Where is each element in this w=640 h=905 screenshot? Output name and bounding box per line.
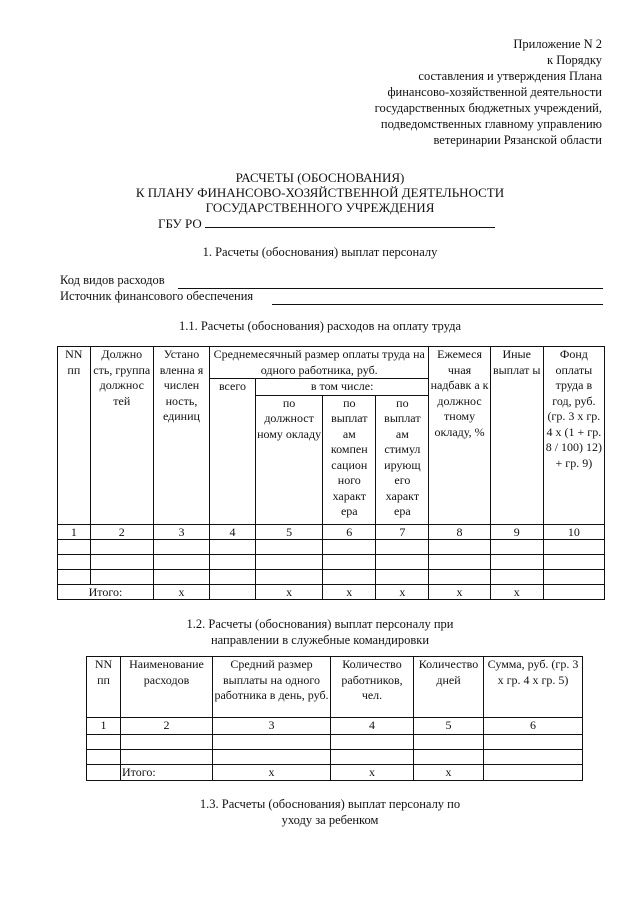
column-number: 9 (490, 524, 543, 539)
header-position: Должно сть, группа должнос тей (90, 347, 153, 525)
header-avg-pay: Среднемесячный размер оплаты труда на одного работника, руб. (210, 347, 429, 379)
table-cell[interactable] (58, 569, 91, 584)
section-1-2-heading (0, 616, 640, 648)
table-cell[interactable] (323, 569, 376, 584)
header-incentive: по выплат ам стимул ирующ его характ ера (376, 395, 429, 524)
table-row (58, 554, 605, 569)
table-cell[interactable] (210, 569, 256, 584)
funding-source-label: Источник финансового обеспечения (60, 289, 254, 303)
table-row (87, 749, 583, 764)
table-cell[interactable] (255, 554, 322, 569)
header-avg-daily-pay: Средний размер выплаты на одного работника в день, руб. (213, 657, 331, 718)
total-mark: x (376, 584, 429, 599)
total-mark: x (414, 764, 484, 781)
total-cell[interactable] (543, 584, 604, 599)
expense-code-label: Код видов расходов (60, 273, 165, 287)
column-number: 4 (331, 718, 414, 735)
total-cell[interactable] (87, 764, 121, 781)
table-cell[interactable] (376, 554, 429, 569)
appendix-line: государственных бюджетных учреждений, (374, 101, 602, 115)
gbu-label: ГБУ РО (158, 216, 202, 231)
table-cell[interactable] (376, 539, 429, 554)
table-cell[interactable] (331, 749, 414, 764)
header-sum: Сумма, руб. (гр. 3 x гр. 4 x гр. 5) (484, 657, 583, 718)
table-cell[interactable] (484, 734, 583, 749)
gbu-blank-line[interactable] (205, 215, 495, 228)
table-cell[interactable] (58, 554, 91, 569)
total-mark: x (490, 584, 543, 599)
table-cell[interactable] (323, 539, 376, 554)
total-mark: x (331, 764, 414, 781)
header-including: в том числе: (255, 379, 429, 396)
total-mark: x (153, 584, 209, 599)
appendix-line: подведомственных главному управлению (380, 117, 602, 131)
total-row (87, 764, 583, 781)
table-cell[interactable] (153, 569, 209, 584)
column-number: 6 (484, 718, 583, 735)
header-nn: NN пп (58, 347, 91, 525)
section-1-3-heading-line-2: уходу за ребенком (281, 813, 379, 827)
table-cell[interactable] (490, 554, 543, 569)
header-days-count: Количество дней (414, 657, 484, 718)
section-1-2-heading-line-1: 1.2. Расчеты (обоснования) выплат персоналу при (186, 617, 454, 631)
table-cell[interactable] (429, 569, 490, 584)
table-cell[interactable] (58, 539, 91, 554)
appendix-line: финансово-хозяйственной деятельности (387, 85, 602, 99)
table-cell[interactable] (90, 554, 153, 569)
header-nn: NN пп (87, 657, 121, 718)
column-number: 3 (213, 718, 331, 735)
table-cell[interactable] (255, 539, 322, 554)
column-number: 1 (58, 524, 91, 539)
column-number: 10 (543, 524, 604, 539)
table-cell[interactable] (376, 569, 429, 584)
table-cell[interactable] (90, 569, 153, 584)
table-cell[interactable] (121, 749, 213, 764)
column-number: 5 (414, 718, 484, 735)
section-1-3-heading (0, 796, 640, 828)
title-line-3: ГОСУДАРСТВЕННОГО УЧРЕЖДЕНИЯ (205, 200, 435, 215)
total-row (58, 584, 605, 599)
table-cell[interactable] (210, 539, 256, 554)
gbu-row (0, 215, 640, 231)
table-cell[interactable] (121, 734, 213, 749)
table-cell[interactable] (210, 554, 256, 569)
column-number: 1 (87, 718, 121, 735)
section-1-3-heading-line-1: 1.3. Расчеты (обоснования) выплат персоналу по (199, 797, 461, 811)
header-other-payments: Иные выплат ы (490, 347, 543, 525)
column-number: 2 (121, 718, 213, 735)
table-cell[interactable] (429, 539, 490, 554)
table-cell[interactable] (153, 554, 209, 569)
column-number: 6 (323, 524, 376, 539)
total-label: Итого: (121, 764, 213, 781)
section-1-2-heading-line-2: направлении в служебные командировки (210, 633, 430, 647)
table-cell[interactable] (90, 539, 153, 554)
header-expense-name: Наименование расходов (121, 657, 213, 718)
funding-source-field[interactable] (272, 304, 603, 305)
header-annual-fund: Фонд оплаты труда в год, руб. (гр. 3 x гр. 4 x (1 + гр. 8 / 100) 12) + гр. 9) (543, 347, 604, 525)
column-number: 5 (255, 524, 322, 539)
column-number: 4 (210, 524, 256, 539)
business-trip-table (86, 656, 583, 781)
table-cell[interactable] (255, 569, 322, 584)
total-mark: x (429, 584, 490, 599)
table-cell[interactable] (490, 569, 543, 584)
appendix-line: составления и утверждения Плана (418, 69, 602, 83)
total-cell[interactable] (210, 584, 256, 599)
labor-payment-table (57, 346, 605, 600)
table-cell[interactable] (87, 734, 121, 749)
table-cell[interactable] (153, 539, 209, 554)
table-cell[interactable] (213, 734, 331, 749)
document-title (0, 170, 640, 231)
total-cell[interactable] (484, 764, 583, 781)
title-line-2: К ПЛАНУ ФИНАНСОВО-ХОЗЯЙСТВЕННОЙ ДЕЯТЕЛЬНОСТИ (135, 185, 505, 200)
appendix-block (282, 36, 602, 148)
appendix-line: Приложение N 2 (513, 37, 602, 51)
header-monthly-bonus: Ежемеся чная надбавк а к должнос тному окладу, % (429, 347, 490, 525)
table-cell[interactable] (213, 749, 331, 764)
table-cell[interactable] (543, 539, 604, 554)
column-number: 2 (90, 524, 153, 539)
table-cell[interactable] (331, 734, 414, 749)
total-mark: x (255, 584, 322, 599)
table-cell[interactable] (543, 554, 604, 569)
appendix-line: ветеринарии Рязанской области (433, 133, 602, 147)
section-1-1-heading: 1.1. Расчеты (обоснования) расходов на оплату труда (178, 319, 461, 333)
table-cell[interactable] (323, 554, 376, 569)
table-cell[interactable] (87, 749, 121, 764)
header-compensation: по выплат ам компен сацион ного характ ера (323, 395, 376, 524)
column-number: 3 (153, 524, 209, 539)
header-total: всего (210, 379, 256, 525)
table-row (58, 539, 605, 554)
table-cell[interactable] (429, 554, 490, 569)
column-number: 7 (376, 524, 429, 539)
table-row (58, 569, 605, 584)
total-label: Итого: (58, 584, 154, 599)
header-workers-count: Количество работников, чел. (331, 657, 414, 718)
title-line-1: РАСЧЕТЫ (ОБОСНОВАНИЯ) (235, 170, 405, 185)
table-cell[interactable] (414, 749, 484, 764)
table-row (87, 734, 583, 749)
header-salary: по должност ному окладу (255, 395, 322, 524)
table-cell[interactable] (543, 569, 604, 584)
table-cell[interactable] (490, 539, 543, 554)
section-1-heading: 1. Расчеты (обоснования) выплат персоналу (202, 245, 438, 259)
appendix-line: к Порядку (547, 53, 602, 67)
column-number: 8 (429, 524, 490, 539)
table-cell[interactable] (414, 734, 484, 749)
total-mark: x (213, 764, 331, 781)
table-cell[interactable] (484, 749, 583, 764)
total-mark: x (323, 584, 376, 599)
header-staff: Устано вленна я числен ность, единиц (153, 347, 209, 525)
